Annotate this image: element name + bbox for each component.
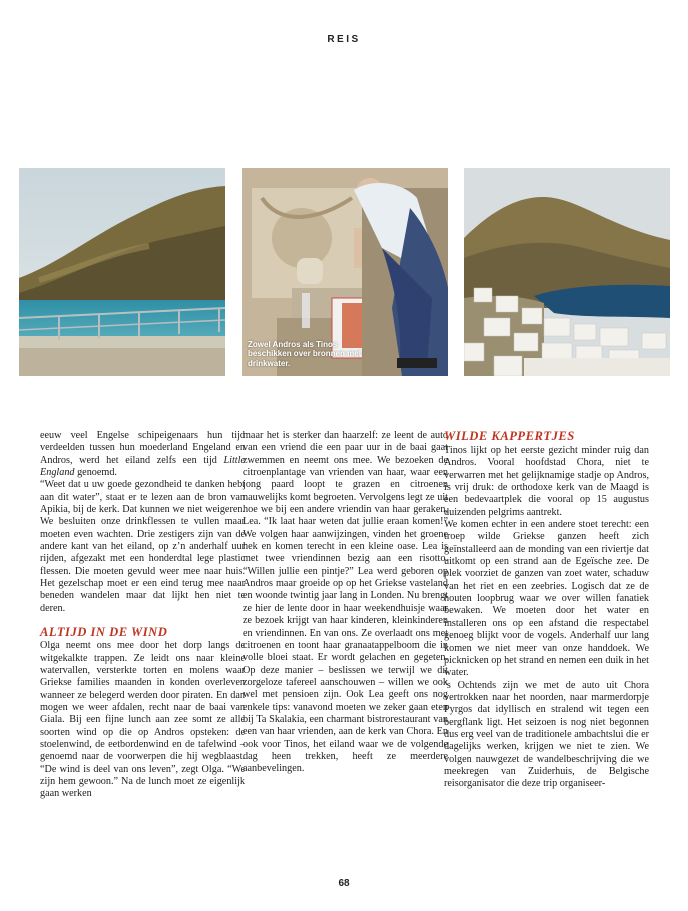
paragraph: Olga neemt ons mee door het dorp langs de witgekalkte trappen. Ze leidt ons naar kleine watervallen, versterkte torten en molens waar Griekse families maanden in konden overleven wanneer ze belegerd werden door piraten. En dan mogen we weer afdalen, recht naar de baai van Giala. Bij een fijne lunch aan zee somt ze alle soorten wind op die op Andros opsteken: de stoelenwind, de eetbordenwind en de tafelwind – genoemd naar de voorwerpen die hij wegblaast. “De wind is deel van ons leven”, zegt Olga. “We zijn hem gewoon.” Na de lunch moet ze eigenlijk gaan werken xyxy=(40,640,245,800)
article-column-3 xyxy=(444,430,649,791)
page-number: 68 xyxy=(338,878,350,889)
paragraph: maar het is sterker dan haarzelf: ze leent de auto van een vriend die een paar uur in de baai gaat zwemmen en neemt ons mee. We bezoeken de citroenplantage van vrienden van haar, waar een jong paard loopt te grazen en citroenen nauwelijks komt begroeten. Vervolgens legt ze uit hoe we bij een andere vriendin van haar geraken, Lea. “Ik laat haar weten dat jullie eraan komen!” We volgen haar aanwijzingen, vinden het groene hek en komen terecht in een kleine oase. Lea is met twee vriendinnen bezig aan een risotto. “Willen jullie een pintje?” Lea werd geboren op Andros maar groeide op op het Griekse vasteland en woonde twintig jaar lang in Londen. Nu brengt ze hier de lente door in haar weekendhuisje waar ze bezoek krijgt van haar kinderen, kleinkinderen en vriendinnen. En van ons. Ze overlaadt ons met citroenen en toont haar granaatappelboom die in volle bloei staat. Er wordt gelachen en gegeten. Op deze manier – beslissen we terwijl we dit zorgeloze tafereel aanschouwen – willen we ook wel met pensioen zijn. Ook Lea geeft ons nog enkele tips: vanavond moeten we zeker gaan eten bij Ta Skalakia, een charmant bistrorestaurant van een van haar vrienden, aan de kerk van Chora. En ook voor Tinos, het eiland waar we de volgende dag heen trekken, heeft ze meerdere aanbevelingen. xyxy=(243,430,448,775)
village-photo xyxy=(464,168,670,376)
paragraph: eeuw veel Engelse schipeigenaars hun tijd verdeelden tussen hun moederland Engeland en Andros, werd het eiland zelfs een tijd Little England genoemd. xyxy=(40,430,245,479)
article-column-1 xyxy=(40,430,245,801)
paragraph: “Weet dat u uw goede gezondheid te danken hebt aan dit water”, staat er te lezen aan de bron van Apikia, bij de kerk. Dat kunnen we niet weigeren. We besluiten onze drinkflessen te vullen maar moeten even wachten. Drie zestigers zijn van de andere kant van het eiland, op z’n anderhalf uur rijden, afgezakt met een honderdtal lege plastic flessen. Die moeten gevuld weer mee naar huis. Het gezelschap moet er een eind terug mee naar beneden wandelen maar dat lijkt hen niet te deren. xyxy=(40,479,245,614)
fountain-photo xyxy=(242,168,448,376)
article-column-2 xyxy=(243,430,448,776)
paragraph: ’s Ochtends zijn we met de auto uit Chora vertrokken naar het noorden, naar marmerdorpje Pyrgos dat idyllisch en stralend wit tegen een bergflank ligt. Het seizoen is nog niet begonnen dus erg veel van de traditionele ambachtslui die er dagelijks werken, krijgen we niet te zien. We volgen nauwgezet de wandelbeschrijving die we meekregen van Zuiderhuis, de Belgische reisorganisator die deze trip organiseer- xyxy=(444,679,649,790)
section-heading: WILDE KAPPERTJES xyxy=(444,429,575,443)
coast-photo xyxy=(19,168,225,376)
section-heading: ALTIJD IN DE WIND xyxy=(40,625,168,640)
photo-caption: Zowel Andros als Tinos beschikken over bronnen met drinkwater. xyxy=(248,339,362,368)
paragraph: We komen echter in een andere stoet terecht: een troep wilde Griekse ganzen heeft zich geïnstalleerd aan de monding van een riviertje dat uitkomt op een strand aan de Egeïsche zee. De plek voorziet de ganzen van zoet water, schaduw van het riet en een zeebries. Logisch dat ze de houten loopbrug waar we over willen fanatiek bewaken. We moeten door het water en installeren ons op een afstand die respectabel genoeg blijkt voor de vogels. Anderhalf uur lang komen we niet meer van onze handdoek. We picknicken op het strand en nemen een duik in het water. xyxy=(444,519,649,679)
section-label: REIS xyxy=(327,34,361,45)
paragraph: Tinos lijkt op het eerste gezicht minder ruig dan Andros. Vooral hoofdstad Chora, niet te verwarren met het gelijknamige stadje op Andros, is vrij druk: de orthodoxe kerk van de Maagd is een bedevaartplek die vooral op 15 augustus duizenden pelgrims aantrekt. xyxy=(444,445,649,518)
